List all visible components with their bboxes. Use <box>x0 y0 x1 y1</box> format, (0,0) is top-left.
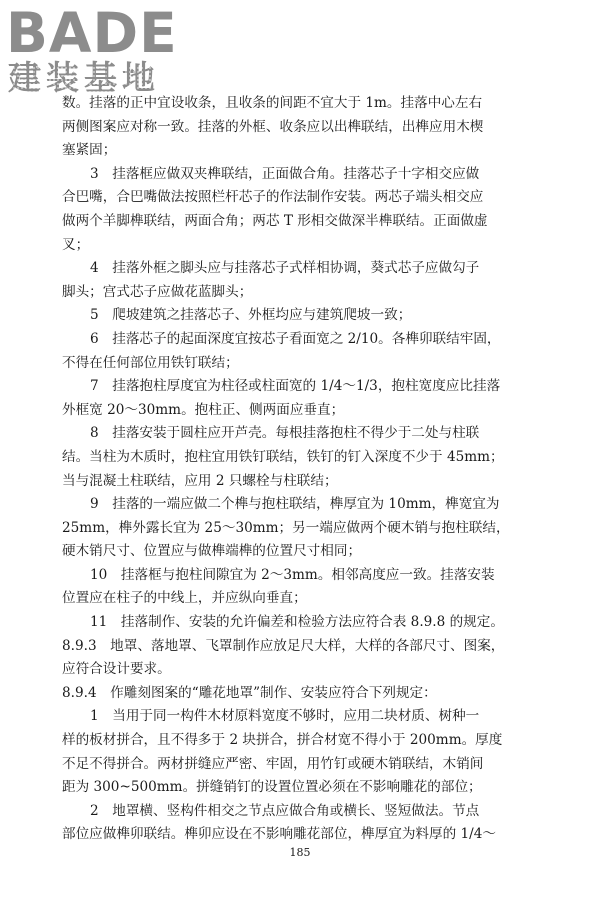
text-line: 数。挂落的正中宜设收条，且收条的间距不宜大于 1m。挂落中心左右 <box>62 95 483 111</box>
text-line: 8.9.3 地罩、落地罩、飞罩制作应放足尺大样，大样的各部尺寸、图案， <box>62 637 505 654</box>
text-line: 做两个羊脚榫联结，两面合角；两芯 T 形相交做深半榫联结。正面做虚 <box>62 212 488 229</box>
body-text <box>62 92 546 847</box>
text-line: 不得在任何部位用铁钉联结； <box>62 354 239 371</box>
text-line: 9 挂落的一端应做二个榫与抱柱联结，榫厚宜为 10mm，榫宽宜为 <box>90 496 500 513</box>
text-line: 距为 300~500mm。拼缝销钉的设置位置必须在不影响雕花的部位； <box>62 779 482 796</box>
text-line: 5 爬坡建筑之挂落芯子、外框均应与建筑爬坡一致； <box>90 307 412 324</box>
text-line: 不足不得拼合。两材拼缝应严密、牢固，用竹钉或硬木销联结，木销间 <box>62 755 484 772</box>
text-line: 8.9.4 作雕刻图案的“雕花地罩”制作、安装应符合下列规定： <box>62 684 437 701</box>
text-line: 6 挂落芯子的起面深度宜按芯子看面宽之 2/10。各榫卯联结牢固， <box>90 330 501 347</box>
text-line: 应符合设计要求。 <box>62 661 171 678</box>
text-line: 4 挂落外框之脚头应与挂落芯子式样相协调，葵式芯子应做勾子 <box>90 260 480 277</box>
text-line: 7 挂落抱柱厚度宜为柱径或柱面宽的 1/4～1/3，抱柱宽度应比挂落 <box>90 378 501 395</box>
text-line: 外框宽 20～30mm。抱柱正、侧两面应垂直； <box>62 401 345 418</box>
text-line: 1 当用于同一构件木材原料宽度不够时，应用二块材质、树种一 <box>90 708 480 725</box>
text-line: 塞紧固； <box>62 142 117 159</box>
text-line: 样的板材拼合，且不得多于 2 块拼合，拼合材宽不得小于 200mm。厚度 <box>62 732 503 749</box>
text-line: 位置应在柱子的中线上，并应纵向垂直； <box>62 590 307 607</box>
text-line: 2 地罩横、竖构件相交之节点应做合角或横长、竖短做法。节点 <box>90 802 480 819</box>
text-line: 当与混凝土柱联结，应用 2 只螺栓与柱联结； <box>62 472 338 489</box>
text-line: 合巴嘴，合巴嘴做法按照栏杆芯子的作法制作安装。两芯子端头相交应 <box>62 189 484 206</box>
text-line: 结。当柱为木质时，抱柱宜用铁钉联结，铁钉的钉入深度不少于 45mm； <box>62 448 504 465</box>
logo-subtitle: 建装基地 <box>8 58 160 97</box>
page-number: 185 <box>289 846 311 859</box>
text-line: 8 挂落安装于圆柱应开芦壳。每根挂落抱柱不得少于二处与柱联 <box>90 425 480 442</box>
text-line: 3 挂落框应做双夹榫联结，正面做合角。挂落芯子十字相交应做 <box>90 165 480 182</box>
logo-wordmark: BADE <box>6 1 178 65</box>
text-line: 10 挂落框与抱柱间隙宜为 2～3mm。相邻高度应一致。挂落安装 <box>90 566 495 583</box>
text-line: 叉； <box>62 236 90 253</box>
text-line: 脚头；宫式芯子应做花蓝脚头； <box>62 283 253 300</box>
text-line: 硬木销尺寸、位置应与做榫端榫的位置尺寸相同； <box>62 543 362 560</box>
text-line: 两侧图案应对称一致。挂落的外框、收条应以出榫联结，出榫应用木楔 <box>62 118 484 135</box>
text-line: 11 挂落制作、安装的允许偏差和检验方法应符合表 8.9.8 的规定。 <box>90 614 504 631</box>
text-line: 部位应做榫卯联结。榫卯应设在不影响雕花部位，榫厚宜为料厚的 1/4～ <box>62 826 497 843</box>
text-line: 25mm，榫外露长宜为 25～30mm；另一端应做两个硬木销与抱柱联结， <box>62 519 510 536</box>
